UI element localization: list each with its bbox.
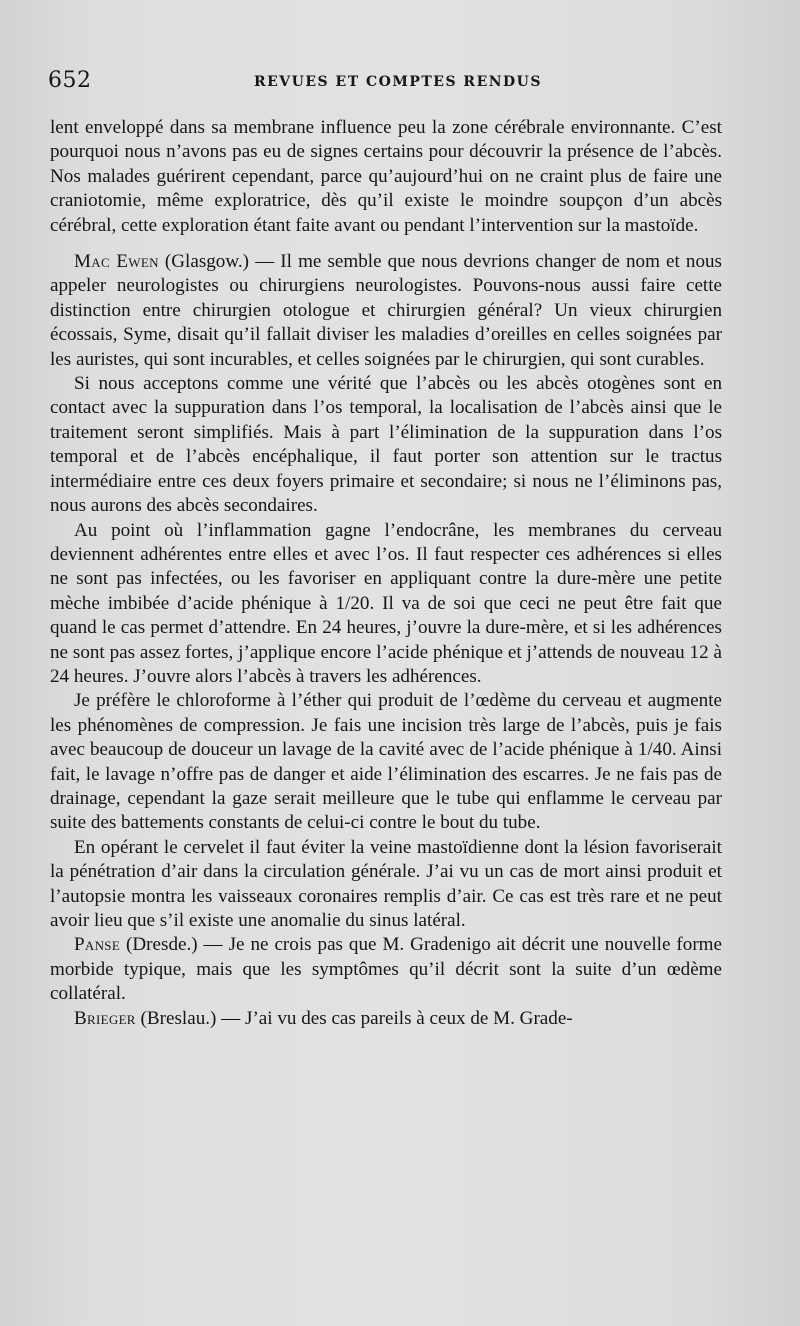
speaker-name: Mac Ewen [74,251,159,273]
paragraph [50,372,722,518]
paragraph [50,836,722,934]
paragraph [50,689,722,835]
paragraph-text: Au point où l’inflammation gagne l’endocrâne, les membranes du cerveau deviennent adhérentes entre elles et avec l’os. Il faut respecter ces adhérences si elles ne sont pas infectées, ou les favoriser en appliquant contre la dure-mère une petite mèche imbibée d’acide phénique à 1/20. Il va de soi que ceci ne peut être fait que quand le cas permet d’attendre. En 24 heures, j’ouvre la dure-mère, et si les adhérences ne sont pas assez fortes, j’applique encore l’acide phénique et j’attends de nouveau 12 à 24 heures. J’ouvre alors l’abcès à travers les adhérences. [50,519,722,687]
paragraph-speaker [50,1007,722,1031]
speaker-name: Panse [74,934,121,956]
paragraph-speaker [50,250,722,372]
paragraph [50,519,722,690]
paragraph-text: (Dresde.) — Je ne crois pas que M. Gradenigo ait décrit une nouvelle forme morbide typique, mais que les symptômes qu’il décrit sont la suite d’un œdème collatéral. [50,934,722,1005]
page-header [48,68,748,98]
paragraph [50,116,722,238]
paragraph-text: En opérant le cervelet il faut éviter la veine mastoïdienne dont la lésion favoriserait la pénétration d’air dans la circulation générale. J’ai vu un cas de mort ainsi produit et l’autopsie montra les vaisseaux coronaires remplis d’air. Ce cas est très rare et ne peut avoir lieu que s’il existe une anomalie du sinus latéral. [50,836,722,931]
body-text [50,116,722,1031]
paragraph-text: (Glasgow.) — Il me semble que nous devrions changer de nom et nous appeler neurologistes ou chirurgiens neurologistes. Pouvons-nous aussi faire cette distinction entre chirurgien otologue et chirurgien général? Un vieux chirurgien écossais, Syme, disait qu’il fallait diviser les maladies d’oreilles en celles soignées par les auristes, qui sont incurables, et celles soignées par le chirurgien, qui sont curables. [50,251,722,370]
paragraph-text: (Breslau.) — J’ai vu des cas pareils à ceux de M. Grade- [135,1007,573,1029]
speaker-name: Brieger [74,1007,136,1029]
paragraph-text: lent enveloppé dans sa membrane influence peu la zone cérébrale environnante. C’est pourquoi nous n’avons pas eu de signes certains pour découvrir la présence de l’abcès. Nos malades guérirent cependant, parce qu’aujourd’hui on ne craint plus de faire une craniotomie, même exploratrice, dès qu’il existe le moindre soupçon d’un abcès cérébral, cette exploration étant faite avant ou pendant l’intervention sur la mastoïde. [50,117,722,236]
page-number: 652 [48,68,92,93]
paragraph-text: Je préfère le chloroforme à l’éther qui produit de l’œdème du cerveau et augmente les phénomènes de compression. Je fais une incision très large de l’abcès, puis je fais avec beaucoup de douceur un lavage de la cavité avec de l’acide phénique à 1/40. Ainsi fait, le lavage n’offre pas de danger et aide l’élimination des escarres. Je ne fais pas de drainage, cependant la gaze serait meilleure que le tube qui enflamme le cerveau par suite des battements constants de celui-ci contre le bout du tube. [50,690,722,834]
paragraph-text: Si nous acceptons comme une vérité que l’abcès ou les abcès otogènes sont en contact avec la suppuration dans l’os temporal, la localisation de l’abcès ainsi que le traitement seront simplifiés. Mais à part l’élimination de la suppuration dans l’os temporal et de l’abcès encéphalique, il faut porter son attention sur le tractus intermédiaire entre ces deux foyers primaire et secondaire; si nous ne l’éliminons pas, nous aurons des abcès secondaires. [50,373,722,517]
paragraph-speaker [50,933,722,1006]
running-head: REVUES ET COMPTES RENDUS [254,74,542,90]
